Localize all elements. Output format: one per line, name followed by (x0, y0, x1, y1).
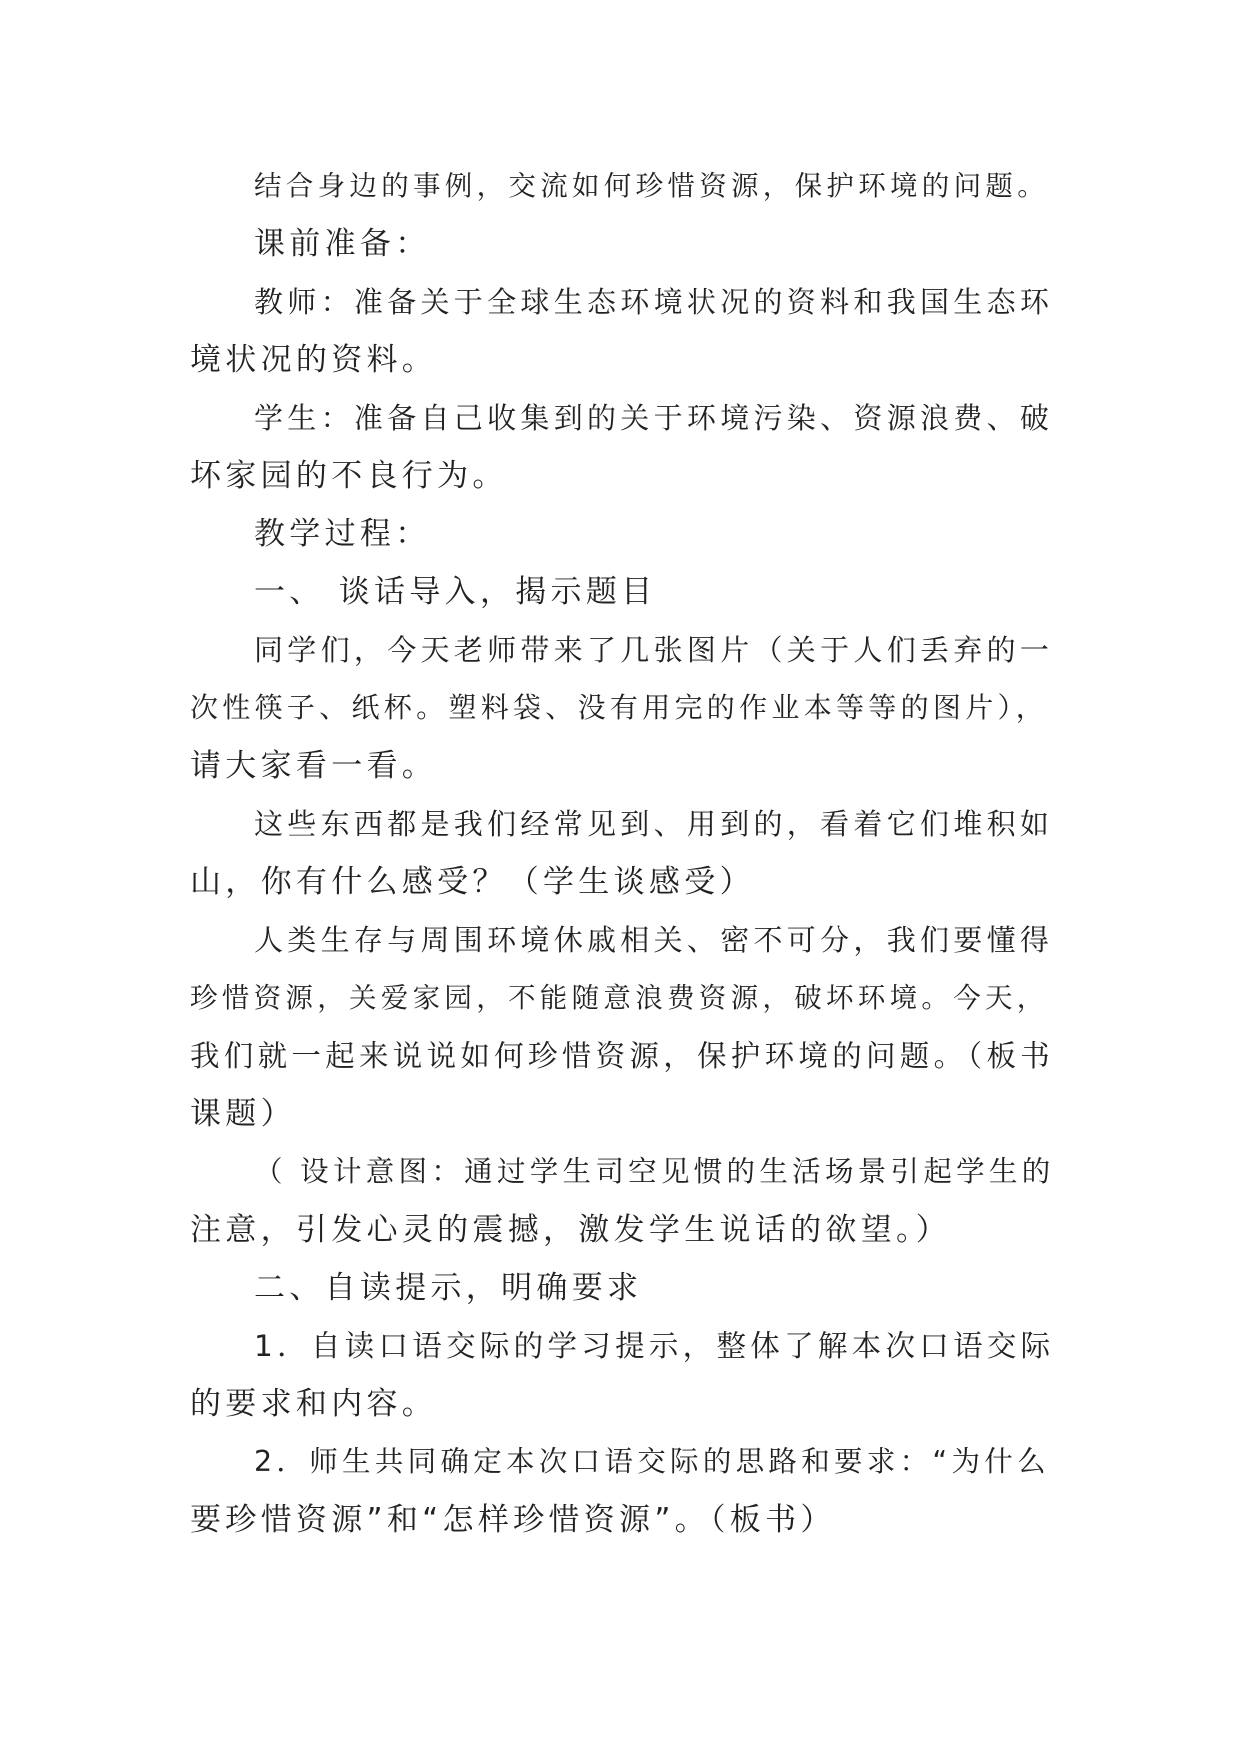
text-line: 这些东西都是我们经常见到、用到的，看着它们堆积如 (254, 807, 1054, 841)
section-label-preparation: 课前准备： (254, 226, 431, 262)
design-intent-line: （ 设计意图：通过学生司空见惯的生活场景引起学生的 (254, 1155, 1055, 1188)
text-line: 我们就一起来说说如何珍惜资源，保护环境的问题。（板书 (190, 1039, 1055, 1073)
text-line: 山，你有什么感受？（学生谈感受） (190, 864, 755, 900)
text-line: 学生：准备自己收集到的关于环境污染、资源浪费、破 (254, 401, 1054, 435)
text-line: 坏家园的不良行为。 (190, 458, 508, 494)
design-intent-line: 注意，引发心灵的震撼，激发学生说话的欲望。） (190, 1212, 952, 1248)
numbered-item-1: 1．自读口语交际的学习提示，整体了解本次口语交际 (254, 1329, 1055, 1363)
text-line: 同学们，今天老师带来了几张图片（关于人们丢弃的一 (254, 633, 1054, 667)
text-line: 珍惜资源，关爱家园，不能随意浪费资源，破坏环境。今天， (190, 982, 1049, 1014)
text-line: 请大家看一看。 (190, 748, 438, 784)
text-line: 要珍惜资源”和“怎样珍惜资源”。（板书） (190, 1502, 836, 1538)
text-line: 境状况的资料。 (190, 342, 438, 378)
text-line: 次性筷子、纸杯。塑料袋、没有用完的作业本等等的图片）， (190, 691, 1049, 724)
section-heading-1: 一、 谈话导入，揭示题目 (254, 574, 657, 610)
text-line: 结合身边的事例，交流如何珍惜资源，保护环境的问题。 (254, 170, 1049, 202)
text-line: 教师：准备关于全球生态环境状况的资料和我国生态环 (254, 285, 1054, 319)
numbered-item-2: 2．师生共同确定本次口语交际的思路和要求：“为什么 (254, 1445, 1050, 1478)
section-heading-2: 二、自读提示，明确要求 (254, 1270, 643, 1306)
text-line: 课题） (190, 1096, 296, 1132)
text-line: 的要求和内容。 (190, 1386, 438, 1422)
section-label-process: 教学过程： (254, 516, 431, 552)
text-line: 人类生存与周围环境休戚相关、密不可分，我们要懂得 (254, 923, 1054, 957)
